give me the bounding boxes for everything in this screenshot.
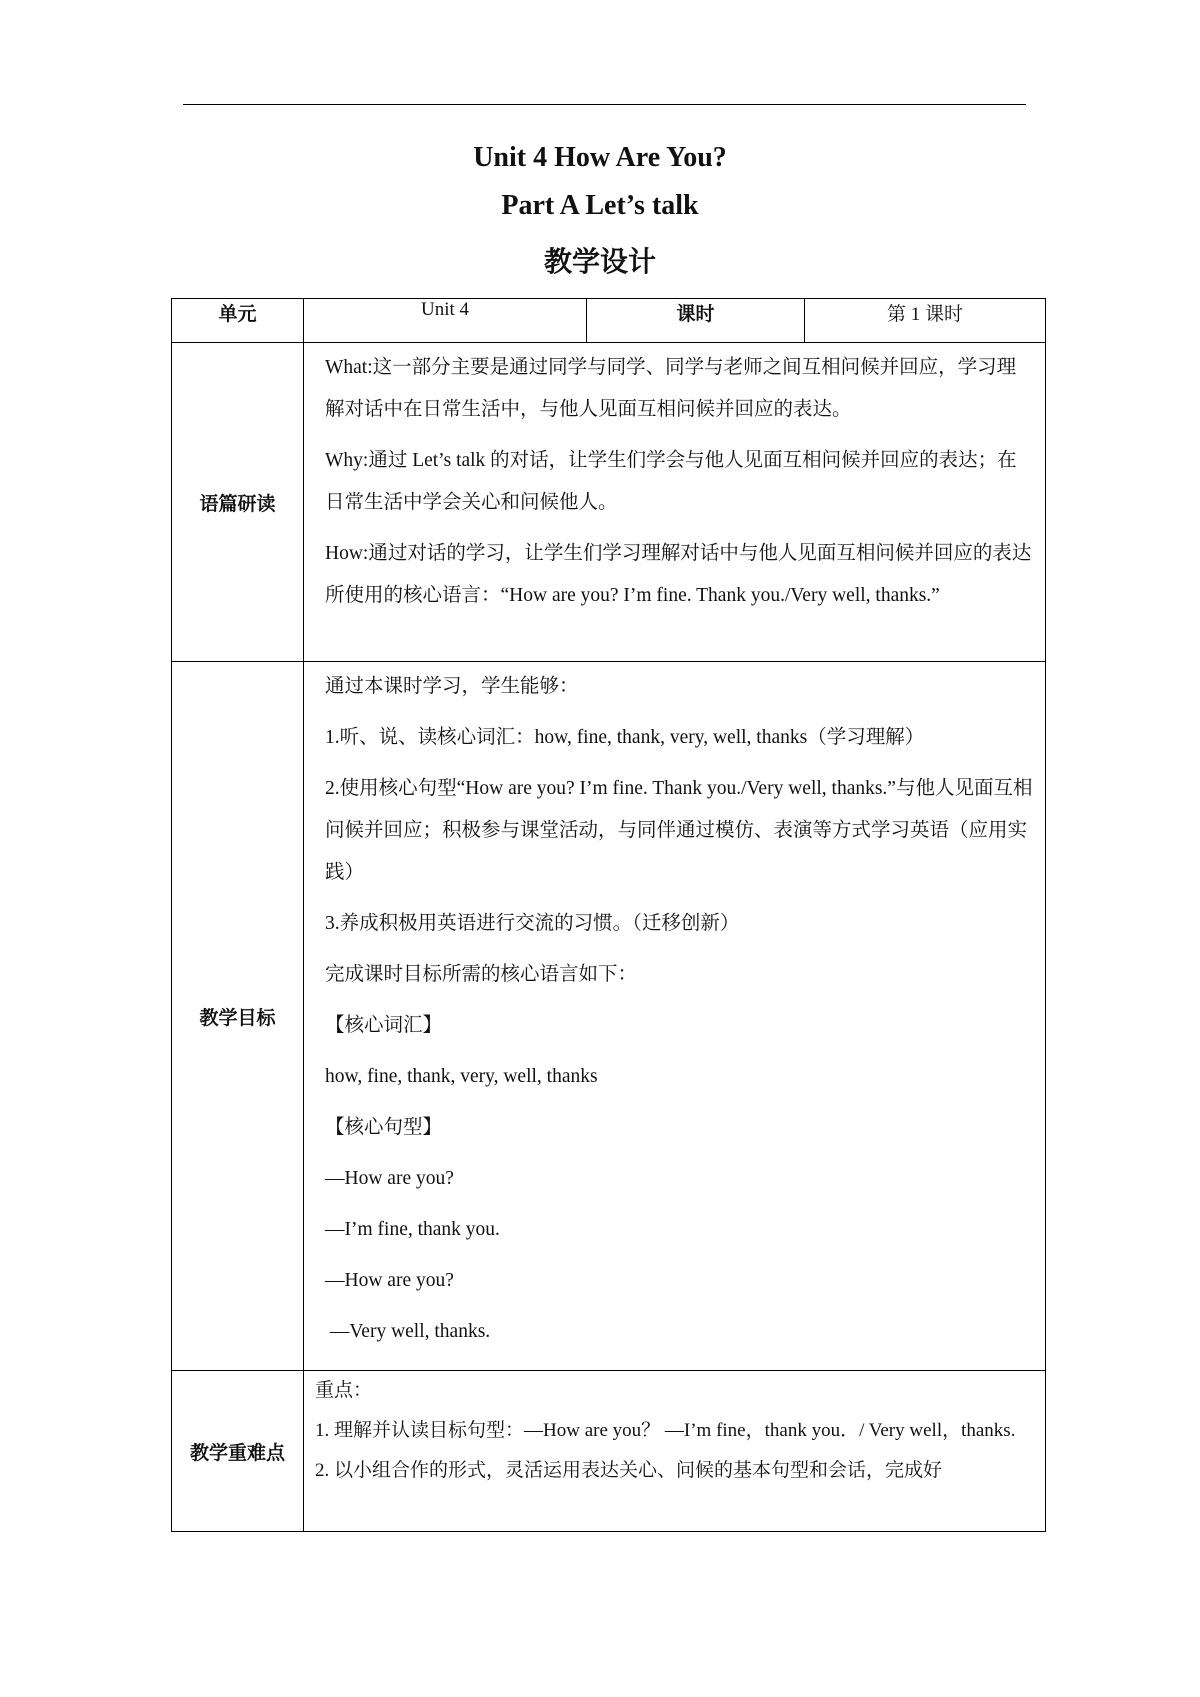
goals-row [172, 662, 1046, 1371]
key-points-item-2: 2. 以小组合作的形式，灵活运用表达关心、问候的基本句型和会话，完成好 [315, 1460, 943, 1481]
reading-how: How:通过对话的学习，让学生们学习理解对话中与他人见面互相问候并回应的表达所使用的核心语言：“How are you? I’m fine. Thank you./Very well, thanks.” [325, 543, 1032, 606]
unit-value: Unit 4 [304, 299, 587, 343]
goals-vocab-list: how, fine, thank, very, well, thanks [325, 1066, 598, 1087]
key-points-row [172, 1371, 1046, 1532]
reading-label: 语篇研读 [172, 343, 304, 662]
key-points-content [304, 1371, 1046, 1532]
unit-label: 单元 [172, 299, 304, 343]
table-header-row [172, 299, 1046, 343]
goals-vocab-heading: 【核心词汇】 [325, 1015, 443, 1036]
goals-sentence-4: —Very well, thanks. [325, 1321, 491, 1342]
goals-content [304, 662, 1046, 1371]
reading-why: Why:通过 Let’s talk 的对话，让学生们学会与他人见面互相问候并回应的表达；在日常生活中学会关心和问候他人。 [325, 450, 1017, 513]
goals-sentence-1: —How are you? [325, 1168, 454, 1189]
period-value: 第 1 课时 [805, 299, 1046, 343]
reading-what: What:这一部分主要是通过同学与同学、同学与老师之间互相问候并回应，学习理解对话中在日常生活中，与他人见面互相问候并回应的表达。 [325, 357, 1017, 420]
goals-sentence-3: —How are you? [325, 1270, 454, 1291]
goals-item-1: 1.听、说、读核心词汇：how, fine, thank, very, well, thanks（学习理解） [325, 727, 925, 748]
goals-sentence-heading: 【核心句型】 [325, 1117, 443, 1138]
period-label: 课时 [587, 299, 805, 343]
document-title: Unit 4 How Are You? [473, 142, 727, 173]
key-points-item-1: 1. 理解并认读目标句型：—How are you？ —I’m fine，thank you．/ Very well，thanks. [315, 1420, 1016, 1441]
reading-content [304, 343, 1046, 662]
goals-core-language-intro: 完成课时目标所需的核心语言如下： [325, 964, 638, 985]
document-heading: 教学设计 [543, 245, 656, 278]
key-points-label: 教学重难点 [172, 1371, 304, 1532]
document-subtitle: Part A Let’s talk [501, 190, 699, 221]
header-rule [183, 104, 1026, 105]
reading-row [172, 343, 1046, 662]
goals-label: 教学目标 [172, 662, 304, 1371]
key-points-heading: 重点： [315, 1380, 373, 1401]
goals-item-2: 2.使用核心句型“How are you? I’m fine. Thank you./Very well, thanks.”与他人见面互相问候并回应；积极参与课堂活动，与同伴通过模仿、表演等方式学习英语（应用实践） [325, 778, 1033, 883]
goals-item-3: 3.养成积极用英语进行交流的习惯。（迁移创新） [325, 913, 740, 934]
goals-sentence-2: —I’m fine, thank you. [325, 1219, 500, 1240]
goals-intro: 通过本课时学习，学生能够： [325, 676, 579, 697]
lesson-plan-table [171, 298, 1046, 1532]
